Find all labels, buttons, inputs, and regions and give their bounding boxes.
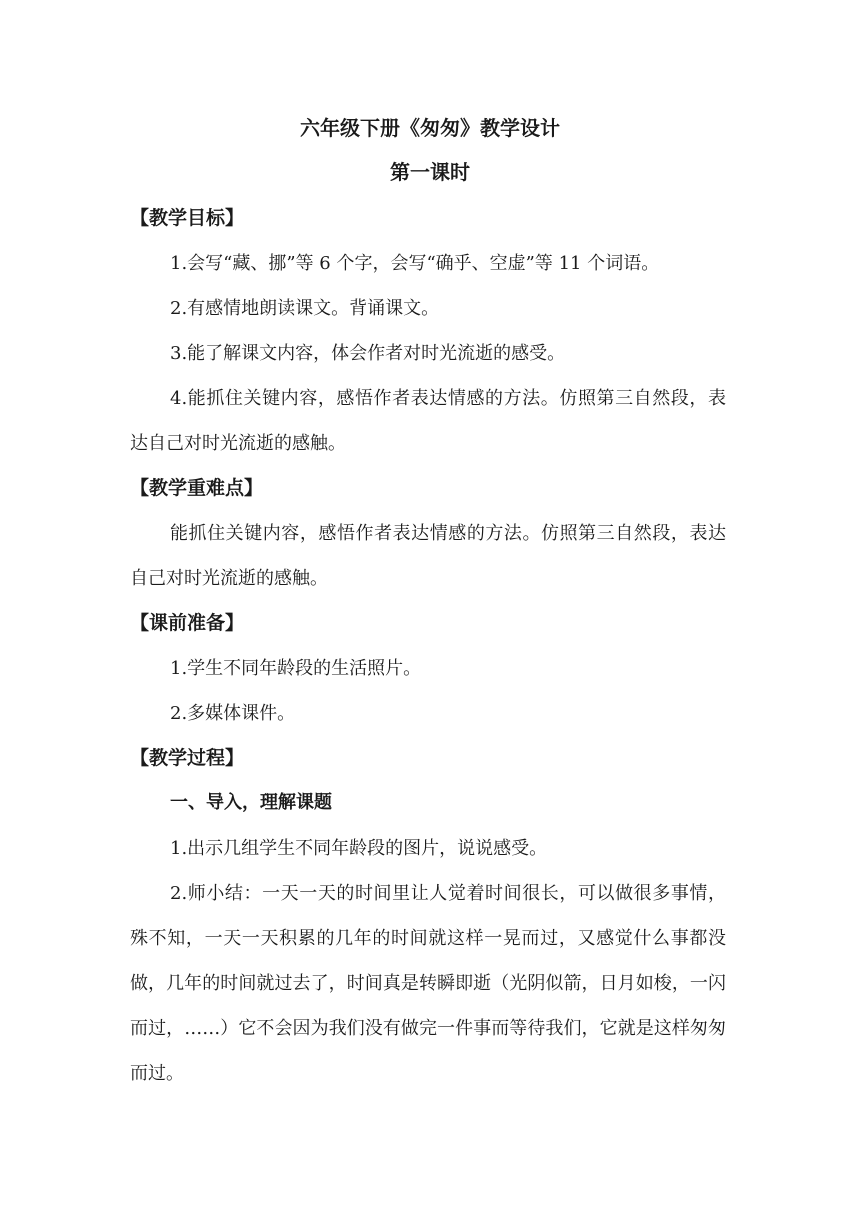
objective-item-4: 4.能抓住关键内容，感悟作者表达情感的方法。仿照第三自然段，表达自己对时光流逝的感触。 bbox=[130, 388, 726, 454]
document-title: 六年级下册《匆匆》教学设计 bbox=[300, 116, 560, 140]
process-item-1: 1.出示几组学生不同年龄段的图片，说说感受。 bbox=[170, 838, 548, 859]
objective-item-3: 3.能了解课文内容，体会作者对时光流逝的感受。 bbox=[170, 343, 566, 364]
process-section-1-title: 一、导入，理解课题 bbox=[170, 792, 332, 813]
document-subtitle: 第一课时 bbox=[390, 160, 470, 184]
objective-item-1: 1.会写“藏、挪”等 6 个字，会写“确乎、空虚”等 11 个词语。 bbox=[170, 253, 660, 274]
preparation-item-2: 2.多媒体课件。 bbox=[170, 703, 296, 724]
section-heading-key-points: 【教学重难点】 bbox=[130, 477, 264, 499]
section-heading-preparation: 【课前准备】 bbox=[130, 612, 245, 634]
section-heading-process: 【教学过程】 bbox=[130, 747, 245, 769]
section-heading-objectives: 【教学目标】 bbox=[130, 207, 245, 229]
process-item-2: 2.师小结：一天一天的时间里让人觉着时间很长，可以做很多事情，殊不知，一天一天积累的几年的时间就这样一晃而过，又感觉什么事都没做，几年的时间就过去了，时间真是转瞬即逝（光阴似箭，日月如梭，一闪而过，……）它不会因为我们没有做完一件事而等待我们，它就是这样匆匆而过。 bbox=[130, 883, 726, 1084]
preparation-item-1: 1.学生不同年龄段的生活照片。 bbox=[170, 658, 422, 679]
key-points-text: 能抓住关键内容，感悟作者表达情感的方法。仿照第三自然段，表达自己对时光流逝的感触。 bbox=[130, 523, 726, 589]
objective-item-2: 2.有感情地朗读课文。背诵课文。 bbox=[170, 298, 440, 319]
